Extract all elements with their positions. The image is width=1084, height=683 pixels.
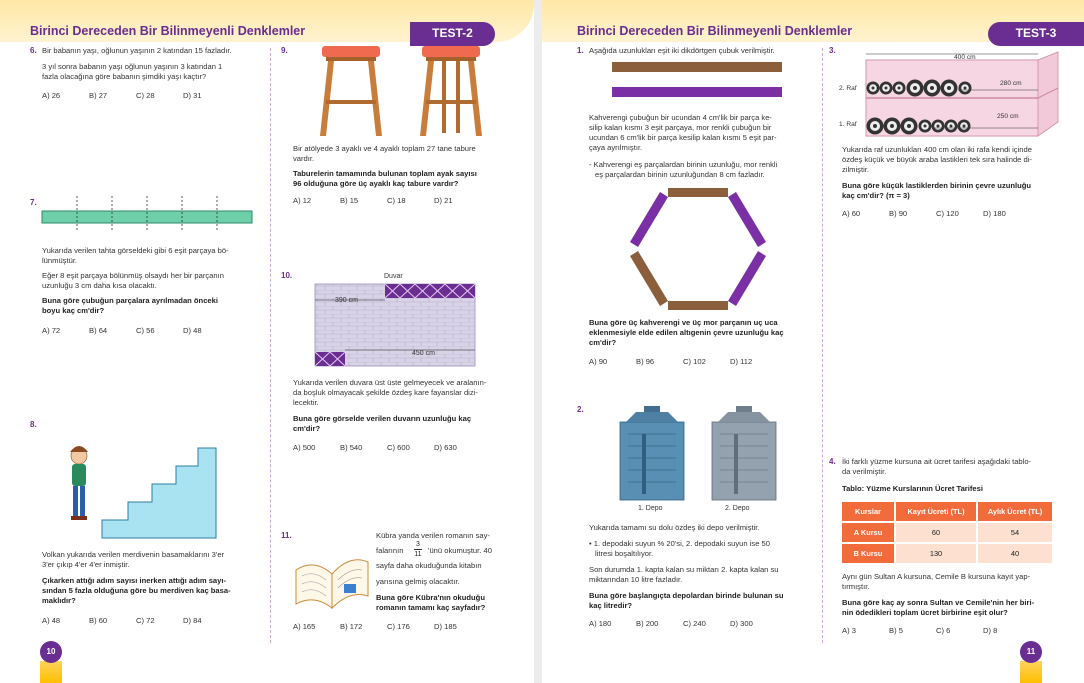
- question-text: litresi boşaltılıyor.: [595, 549, 654, 558]
- option-d[interactable]: D) 300: [730, 619, 753, 628]
- open-book-figure: [292, 540, 372, 610]
- question-text: Aşağıda uzunlukları eşit iki dikdörtgen çubuk verilmiştir.: [589, 46, 775, 55]
- brown-bar: [612, 62, 782, 72]
- question-number: 3.: [829, 46, 836, 55]
- boy-body: [72, 464, 86, 486]
- table-cell: B Kursu: [842, 544, 894, 563]
- question-prompt: Çıkarken attığı adım sayısı inerken attığı adım sayı-: [42, 576, 227, 585]
- question-text: Yukarıda verilen duvara üst üste gelmeyecek ve aralanın-: [293, 378, 487, 387]
- option-c[interactable]: C) 102: [683, 357, 706, 366]
- question-text: Bir babanın yaşı, oğlunun yaşının 2 katından 15 fazladır.: [42, 46, 232, 55]
- hexagon-figure: [628, 184, 768, 314]
- column-divider: [270, 48, 271, 643]
- question-number: 9.: [281, 46, 288, 55]
- option-a[interactable]: A) 26: [42, 91, 61, 100]
- table-caption: Tablo: Yüzme Kurslarının Ücret Tarifesi: [842, 484, 983, 493]
- option-b[interactable]: B) 27: [89, 91, 108, 100]
- question-text: İki farklı yüzme kursuna ait ücret tarifesi aşağıdaki tablo-: [842, 457, 1032, 466]
- question-prompt: Buna göre kaç ay sonra Sultan ve Cemile'nin her biri-: [842, 598, 1035, 607]
- question-text: yarısına gelmiş olacaktır.: [376, 577, 460, 586]
- option-c[interactable]: C) 600: [387, 443, 410, 452]
- answer-options: [589, 619, 777, 628]
- question-text: ucundan 6 cm'lik bir parça kesilip kalan kısmı 5 eşit par-: [589, 133, 777, 142]
- stool-four-leg: [420, 46, 482, 136]
- answer-options: [42, 326, 230, 335]
- option-d[interactable]: D) 31: [183, 91, 202, 100]
- answer-options: [42, 616, 230, 625]
- tank-label: 1. Depo: [638, 505, 663, 512]
- shelf-length-label: 400 cm: [954, 54, 976, 61]
- option-b[interactable]: B) 96: [636, 357, 655, 366]
- left-page: [0, 0, 534, 683]
- option-c[interactable]: C) 176: [387, 622, 410, 631]
- question-text: silip kalan kısmı 3 eşit parçaya, mor renkli çubuğun bir: [589, 123, 772, 132]
- option-b[interactable]: B) 5: [889, 626, 903, 635]
- option-b[interactable]: B) 64: [89, 326, 108, 335]
- question-text: Yukarıda verilen tahta görseldeki gibi 6 eşit parçaya bö-: [42, 246, 229, 255]
- dimension-label: 250 cm: [997, 113, 1019, 120]
- question-text: uzunluğu 3 cm daha kısa olacaktı.: [42, 281, 157, 290]
- table-row: [842, 544, 1052, 563]
- option-c[interactable]: C) 56: [136, 326, 155, 335]
- stools-figure: [306, 44, 506, 138]
- table-row: [842, 523, 1052, 542]
- option-b[interactable]: B) 540: [340, 443, 363, 452]
- answer-options: [842, 626, 1030, 635]
- table-header: Aylık Ücret (TL): [978, 502, 1052, 521]
- bookmark-icon: [344, 584, 356, 593]
- table-header-row: [842, 502, 1052, 521]
- option-a[interactable]: A) 180: [589, 619, 612, 628]
- answer-options: [293, 196, 481, 205]
- stool-three-leg: [320, 46, 382, 136]
- option-a[interactable]: A) 72: [42, 326, 61, 335]
- question-prompt: cm'dir?: [293, 424, 321, 433]
- option-c[interactable]: C) 6: [936, 626, 951, 635]
- question-prompt: cm'dir?: [589, 338, 617, 347]
- tanks-figure: [612, 404, 792, 502]
- question-text: Yukarıda tamamı su dolu özdeş iki depo verilmiştir.: [589, 523, 760, 532]
- question-text: Yukarıda raf uzunlukları 400 cm olan iki rafa kendi içinde: [842, 145, 1032, 154]
- question-text: - Kahverengi eş parçalardan birinin uzunluğu, mor renkli: [589, 160, 778, 169]
- fraction-numerator: 3: [416, 541, 420, 548]
- option-d[interactable]: D) 185: [434, 622, 457, 631]
- question-text: 3 yıl sonra babanın yaşı oğlunun yaşının 3 katından 1: [42, 62, 223, 71]
- option-a[interactable]: A) 90: [589, 357, 608, 366]
- answer-options: [293, 622, 481, 631]
- option-d[interactable]: D) 21: [434, 196, 453, 205]
- option-d[interactable]: D) 112: [730, 357, 753, 366]
- question-text: çaya ayrılmıştır.: [589, 143, 643, 152]
- option-b[interactable]: B) 15: [340, 196, 359, 205]
- question-text: zilmiştir.: [842, 165, 869, 174]
- question-prompt: Buna göre çubuğun parçalara ayrılmadan önceki: [42, 296, 218, 305]
- dimension-label: 450 cm: [412, 350, 435, 357]
- question-number: 1.: [577, 46, 584, 55]
- tank-2: [712, 406, 776, 500]
- question-prompt: Buna göre görselde verilen duvarın uzunluğu kaç: [293, 414, 472, 423]
- option-d[interactable]: D) 8: [983, 626, 998, 635]
- question-text: da verilmiştir.: [842, 467, 887, 476]
- question-number: 7.: [30, 198, 37, 207]
- option-c[interactable]: C) 72: [136, 616, 155, 625]
- tank-1: [620, 406, 684, 500]
- option-a[interactable]: A) 60: [842, 209, 861, 218]
- question-prompt: Taburelerin tamamında bulunan toplam ayak sayısı: [293, 169, 477, 178]
- option-c[interactable]: C) 28: [136, 91, 155, 100]
- option-b[interactable]: B) 60: [89, 616, 108, 625]
- fraction: [414, 540, 422, 559]
- dimension-label: 390 cm: [335, 297, 358, 304]
- question-text: eş parçalardan birinin uzunluğundan 8 cm fazladır.: [595, 170, 765, 179]
- wall-label: Duvar: [384, 273, 403, 280]
- question-text: özdeş küçük ve büyük araba lastikleri tek sıra halinde di-: [842, 155, 1032, 164]
- test-badge: TEST-2: [410, 22, 495, 46]
- question-prompt: Buna göre küçük lastiklerden birinin çevre uzunluğu: [842, 181, 1032, 190]
- option-b[interactable]: B) 90: [889, 209, 908, 218]
- question-text: Bir atölyede 3 ayaklı ve 4 ayaklı toplam 27 tane tabure: [293, 144, 476, 153]
- staircase-figure: [60, 430, 220, 540]
- question-prompt: eklenmesiyle elde edilen altıgenin çevre uzunluğu kaç: [589, 328, 784, 337]
- answer-options: [293, 443, 481, 452]
- question-text: lecektir.: [293, 398, 319, 407]
- question-text: • 1. depodaki suyun % 20'si, 2. depodaki suyun ise 50: [589, 539, 770, 548]
- table-cell: 40: [978, 544, 1052, 563]
- option-a[interactable]: A) 48: [42, 616, 61, 625]
- answer-options: [589, 357, 777, 366]
- option-c[interactable]: C) 240: [683, 619, 706, 628]
- question-number: 11.: [281, 531, 292, 540]
- column-divider: [822, 48, 823, 643]
- question-prompt: sından 5 fazla olduğuna göre bu merdiven kaç basa-: [42, 586, 231, 595]
- question-text: Kübra yanda verilen romanın say-: [376, 531, 490, 540]
- question-text: Eğer 8 eşit parçaya bölünmüş olsaydı her bir parçanın: [42, 271, 224, 280]
- purple-bar: [612, 87, 782, 97]
- question-prompt: boyu kaç cm'dir?: [42, 306, 105, 315]
- tile-row-top: [385, 284, 475, 298]
- test-badge: TEST-3: [988, 22, 1084, 46]
- option-a[interactable]: A) 165: [293, 622, 316, 631]
- question-text: sayfa daha okuduğunda kitabın: [376, 561, 482, 570]
- tank-label: 2. Depo: [725, 505, 750, 512]
- question-text: Kahverengi çubuğun bir ucundan 4 cm'lik bir parça ke-: [589, 113, 772, 122]
- wall-figure: [313, 282, 477, 368]
- plank-figure: [38, 192, 260, 234]
- shelf-label: 2. Raf: [839, 85, 857, 92]
- option-c[interactable]: C) 18: [387, 196, 406, 205]
- question-text: vardır.: [293, 154, 315, 163]
- option-d[interactable]: D) 180: [983, 209, 1006, 218]
- question-text: tırmıştır.: [842, 582, 870, 591]
- fee-table: [840, 500, 1054, 565]
- table-cell: A Kursu: [842, 523, 894, 542]
- table-cell: 54: [978, 523, 1052, 542]
- page-tab: [1020, 661, 1042, 683]
- question-number: 6.: [30, 46, 37, 55]
- table-cell: 60: [896, 523, 976, 542]
- question-text: Son durumda 1. kapta kalan su miktarı 2. kapta kalan su: [589, 565, 779, 574]
- option-d[interactable]: D) 48: [183, 326, 202, 335]
- question-prompt: Buna göre Kübra'nın okuduğu: [376, 593, 485, 602]
- question-text: 3'er çıkıp 4'er 4'er inmiştir.: [42, 560, 130, 569]
- question-prompt: kaç cm'dir? (π = 3): [842, 191, 910, 200]
- page-number: 10: [40, 641, 62, 663]
- question-number: 10.: [281, 271, 293, 280]
- question-prompt: Buna göre üç kahverengi ve üç mor parçanın uç uca: [589, 318, 778, 327]
- question-text: lünmüştür.: [42, 256, 78, 265]
- fraction-denominator: 11: [414, 551, 422, 558]
- shelf-figure: [862, 50, 1062, 142]
- question-number: 2.: [577, 405, 584, 414]
- dimension-label: 280 cm: [1000, 80, 1022, 87]
- question-prompt: 96 olduğuna göre üç ayaklı kaç tabure vardır?: [293, 179, 459, 188]
- question-prompt: Buna göre başlangıçta depolardan birinde bulunan su: [589, 591, 784, 600]
- question-text: falarının: [376, 546, 404, 555]
- option-a[interactable]: A) 12: [293, 196, 312, 205]
- option-b[interactable]: B) 200: [636, 619, 659, 628]
- option-c[interactable]: C) 120: [936, 209, 959, 218]
- page-number: 11: [1020, 641, 1042, 663]
- option-d[interactable]: D) 630: [434, 443, 457, 452]
- question-prompt: romanın tamamı kaç sayfadır?: [376, 603, 486, 612]
- question-number: 4.: [829, 457, 836, 466]
- option-a[interactable]: A) 3: [842, 626, 856, 635]
- answer-options: [842, 209, 1030, 218]
- page-title: Birinci Dereceden Bir Bilinmeyenli Denklemler: [577, 24, 853, 38]
- option-d[interactable]: D) 84: [183, 616, 202, 625]
- question-text: 'ünü okumuştur. 40: [428, 546, 492, 555]
- question-text: Volkan yukarıda verilen merdivenin basamaklarını 3'er: [42, 550, 225, 559]
- question-number: 8.: [30, 420, 37, 429]
- option-b[interactable]: B) 172: [340, 622, 363, 631]
- right-page: [542, 0, 1084, 683]
- question-prompt: kaç litredir?: [589, 601, 633, 610]
- question-text: miktarından 10 litre fazladır.: [589, 575, 683, 584]
- question-prompt: maklıdır?: [42, 596, 76, 605]
- table-header: Kayıt Ücreti (TL): [896, 502, 976, 521]
- shelf-label: 1. Raf: [839, 121, 857, 128]
- tile-row-bottom: [315, 352, 345, 366]
- page-tab: [40, 661, 62, 683]
- question-text: Aynı gün Sultan A kursuna, Cemile B kursuna kayıt yap-: [842, 572, 1031, 581]
- question-prompt: nin ödedikleri toplam ücret birbirine eşit olur?: [842, 608, 1008, 617]
- option-a[interactable]: A) 500: [293, 443, 316, 452]
- answer-options: [42, 91, 230, 100]
- page-title: Birinci Dereceden Bir Bilinmeyenli Denklemler: [30, 24, 306, 38]
- question-text: fazla olacağına göre babanın şimdiki yaşı kaçtır?: [42, 72, 207, 81]
- table-header: Kurslar: [842, 502, 894, 521]
- question-text: da boşluk olmayacak şekilde özdeş kare fayanslar dizi-: [293, 388, 478, 397]
- table-cell: 130: [896, 544, 976, 563]
